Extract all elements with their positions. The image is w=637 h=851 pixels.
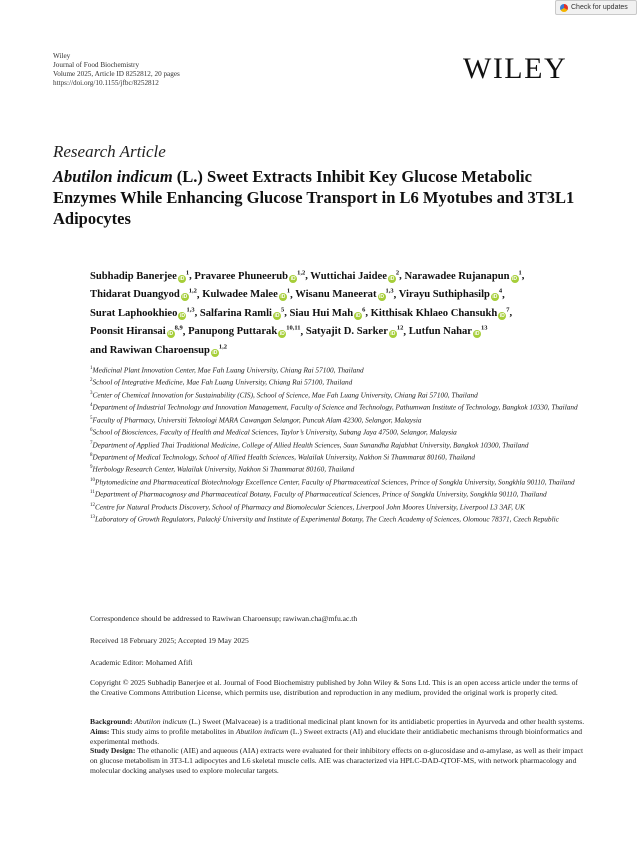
affiliation-text: Center of Chemical Innovation for Sustainability (CIS), School of Science, Mae Fah Luang University, Chiang Rai 57100, Thailand [92,390,478,400]
author-item [310,271,399,282]
affiliation-item [90,501,590,512]
abstract-study-design [90,746,585,775]
abstract-background [90,717,585,727]
orcid-icon[interactable]: iD [280,294,286,301]
doi-link[interactable]: https://doi.org/10.1155/jfbc/8252812 [53,79,159,87]
author-affiliation-number: 1,3 [385,287,394,295]
background-latin: Abutilon indicum [134,717,187,726]
orcid-icon[interactable]: iD [390,331,396,338]
author-affiliation-number: 6 [362,306,366,314]
author-name[interactable]: Satyajit D. Sarker [305,326,388,338]
orcid-icon[interactable]: iD [182,294,188,301]
publisher-name: Wiley [53,52,71,60]
affiliation-text: Medicinal Plant Innovation Center, Mae Fah Luang University, Chiang Rai 57100, Thailand [92,365,364,375]
author-affiliation-number: 10,11 [286,324,301,332]
affiliation-number: 11 [90,490,95,496]
affiliation-item [90,426,590,437]
journal-meta [53,52,180,88]
affiliation-item [90,439,590,450]
author-item [188,326,300,337]
author-name[interactable]: Kulwadee Malee [202,289,278,301]
author-affiliation-number: 5 [280,306,285,314]
author-name[interactable]: Kitthisak Khlaeo Chansukh [370,307,498,319]
affiliation-item [90,414,590,425]
affiliation-item [90,451,590,462]
author-affiliation-number: 2 [395,269,400,276]
author-affiliation-number: 12 [396,324,404,332]
affiliation-item [90,389,590,400]
orcid-icon[interactable]: iD [279,331,285,338]
design-label: Study Design: [90,746,136,756]
author-name[interactable]: Lutfun Nahar [408,326,473,338]
affiliation-number: 1 [90,366,93,371]
author-name[interactable]: Salfarina Ramli [199,307,272,319]
author-affiliation-number: 13 [481,324,488,332]
affiliation-number: 10 [90,477,95,483]
affiliation-item [90,513,590,524]
affiliation-text: Laboratory of Growth Regulators, Palacký University and Institute of Experimental Botany, The Czech Academy of Sciences, Olomouc 78371, Czech Republic [95,514,559,524]
author-item [194,271,305,282]
aims-pre: This study aims to profile metabolites in [109,726,236,736]
affiliation-number: 7 [90,440,93,446]
aims-latin: Abutilon indicum [235,726,289,736]
author-item [202,289,290,300]
author-item [90,326,183,337]
affiliation-item [90,463,590,474]
affiliation-item [90,488,590,499]
correspondence: Correspondence should be addressed to Rawiwan Charoensup; rawiwan.cha@mfu.ac.th [90,614,358,623]
author-name[interactable]: Narawadee Rujanapun [404,270,510,282]
author-affiliation-number: 1 [185,269,190,276]
author-affiliation-number: 7 [506,306,510,314]
affiliation-text: Department of Applied Thai Traditional Medicine, College of Allied Health Sciences, Suan Sunandha Rajabhat University, Bangkok 10300, Thailand [92,439,529,449]
affiliation-text: Faculty of Pharmacy, Universiti Teknologi MARA Cawangan Selangor, Puncak Alam 42300, Selangor, Malaysia [92,415,422,425]
author-name[interactable]: Pravaree Phuneerub [194,270,289,282]
author-affiliation-number: 4 [498,287,503,295]
article-title [53,166,593,229]
orcid-icon[interactable]: iD [512,275,518,282]
orcid-icon[interactable]: iD [179,275,185,282]
orcid-icon[interactable]: iD [492,294,498,301]
author-name[interactable]: Poonsit Hiransai [90,326,166,338]
author-name[interactable]: Panupong Puttarak [188,326,278,338]
received-accepted-dates: Received 18 February 2025; Accepted 19 May 2025 [90,636,249,645]
affiliation-number: 12 [90,502,95,508]
author-conjunction: and [90,344,110,356]
affiliation-text: School of Biosciences, Faculty of Health and Medical Sciences, Taylor’s University, Subang Jaya 47500, Selangor, Malaysia [92,427,457,437]
orcid-icon[interactable]: iD [379,294,385,301]
affiliation-text: Herbology Research Center, Walailak University, Nakhon Si Thammarat 80160, Thailand [92,464,355,474]
author-name[interactable]: Virayu Suthiphasilp [398,289,490,301]
title-latin-name: Abutilon indicum [53,167,173,186]
author-item [371,308,510,319]
author-item [90,308,195,319]
affiliation-text: Department of Pharmacognosy and Pharmaceutical Botany, Faculty of Pharmaceutical Sciences, Prince of Songkla University, Songkhla 90110, Thailand [94,489,547,499]
crossmark-icon [560,4,568,12]
author-name[interactable]: Subhadip Banerjee [90,270,177,282]
affiliation-text: Phytomedicine and Pharmaceutical Biotechnology Excellence Center, Faculty of Pharmaceutical Sciences, Prince of Songkla University, Songkhla 90110, Thailand [95,477,575,487]
check-for-updates-button[interactable] [555,0,637,15]
author-item [409,326,488,337]
author-item [90,271,189,282]
orcid-icon[interactable]: iD [179,312,185,319]
affiliation-number: 6 [90,428,93,434]
abstract-aims [90,727,585,747]
author-affiliation-number: 1,3 [186,306,195,314]
article-type: Research Article [53,142,166,161]
orcid-icon[interactable]: iD [355,312,361,319]
affiliation-number: 8 [90,452,93,458]
author-affiliation-number: 1,2 [297,269,306,276]
author-item [306,326,404,337]
orcid-icon[interactable]: iD [290,275,296,282]
author-affiliation-number: 1 [286,287,291,295]
orcid-icon[interactable]: iD [274,312,280,319]
affiliation-text: Department of Industrial Technology and Innovation Management, Faculty of Science and Technology, Pathumwan Institute of Technology, Bangkok 10330, Thailand [92,402,578,412]
affiliation-number: 2 [90,378,93,384]
author-name[interactable]: Siau Hui Mah [289,307,354,319]
orcid-icon[interactable]: iD [474,331,480,338]
affiliation-number: 3 [90,390,93,396]
orcid-icon[interactable]: iD [212,349,218,356]
author-item [399,289,502,300]
author-affiliation-number: 1,2 [218,343,228,351]
academic-editor: Academic Editor: Mohamed Afifi [90,658,193,667]
aims-label: Aims: [90,726,110,736]
author-list: Subhadip Banerjee $iD^1$, Pravaree Phuneerub iD$^{1,2}$, Wuttichai Jaidee $iD^2$, Narawadee Rujanapun $iD^1$, Thidarat Duangyod iD$^{1,2}$, Kulwadee Malee $iD^1$, Wisanu Maneerat iD$^{1,3}$, Virayu Suthiphasilp $iD^4$, Surat Laphookhieo iD$^{1,3}$, Salfarina Ramli $iD^5$, Siau Hui Mah $iD^6$, Kitthisak Khlaeo Chansukh $iD^7$, Poonsit Hiransai iD$^{8,9}$, Panupong Puttarak iD$^{10,11}$, Satyajit D. Sarker $iD^{12}$, Lutfun Nahar $iD^{13}$ and Rawiwan Charoensup iD$^{1,2}$ [90,269,525,356]
aims-text: (L.) Sweet extracts (AI) and elucidate their antidiabetic mechanisms through bioinformatics and experimental methods. [90,726,583,746]
author-item [200,308,284,319]
affiliation-item [90,401,590,412]
author-affiliation-number: 1,2 [188,287,197,295]
abstract [90,717,585,776]
affiliation-item [90,364,590,375]
author-affiliation-number: 1 [518,269,522,276]
volume-line: Volume 2025, Article ID 8252812, 20 pages [53,70,180,78]
wiley-logo: WILEY [463,52,568,85]
affiliation-item [90,476,590,487]
author-name[interactable]: Wuttichai Jaidee [310,270,387,282]
author-item [295,289,393,300]
title-rest: (L.) Sweet Extracts Inhibit Key Glucose Metabolic Enzymes While Enhancing Glucose Transport in L6 Myotubes and 3T3L1 Adipocytes [53,167,575,228]
check-for-updates-label: Check for updates [571,4,628,11]
orcid-icon[interactable]: iD [389,275,395,282]
orcid-icon[interactable]: iD [499,312,505,319]
orcid-icon[interactable]: iD [168,331,174,338]
affiliation-number: 5 [90,415,93,421]
affiliation-text: School of Integrative Medicine, Mae Fah Luang University, Chiang Rai 57100, Thailand [92,377,353,387]
affiliation-number: 13 [90,515,95,521]
affiliation-number: 9 [90,465,93,471]
author-name[interactable]: Surat Laphookhieo [90,307,178,319]
author-name[interactable]: Rawiwan Charoensup [109,344,210,356]
background-label: Background: [90,717,133,726]
author-name[interactable]: Wisanu Maneerat [295,289,377,301]
journal-name: Journal of Food Biochemistry [53,61,140,69]
author-name[interactable]: Thidarat Duangyod [90,289,180,301]
affiliation-text: Department of Medical Technology, School of Allied Health Sciences, Walailak University, Nakhon Si Thammarat 80160, Thailand [92,452,476,462]
affiliation-list [90,364,590,525]
design-text: The ethanolic (AIE) and aqueous (AIA) extracts were evaluated for their inhibitory effects on α-glucosidase and α-amylase, as well as their impact on glucose metabolism in 3T3-L1 adipocytes and L6 skeletal muscle cells. AIE was characterized via HPLC-DAD-QTOF-MS, with network pharmacology and molecular docking analyses used to explore molecular targets. [90,746,584,775]
background-text: (L.) Sweet (Malvaceae) is a traditional medicinal plant known for its antidiabetic properties in Ayurveda and other health systems. [186,717,585,726]
affiliation-item [90,376,590,387]
author-item [90,289,197,300]
affiliation-text: Centre for Natural Products Discovery, School of Pharmacy and Biomolecular Sciences, Liverpool John Moores University, Liverpool L3 3AF, UK [95,502,525,512]
author-item [404,271,521,282]
copyright-notice: Copyright © 2025 Subhadip Banerjee et al. Journal of Food Biochemistry published by John Wiley & Sons Ltd. This is an open access article under the terms of the Creative Commons Attribution License, which permits use, distribution and reproduction in any medium, provided the original work is properly cited. [90,678,578,697]
affiliation-number: 4 [90,403,93,409]
author-item [290,308,366,319]
author-affiliation-number: 8,9 [174,324,183,332]
author-item [90,345,227,356]
